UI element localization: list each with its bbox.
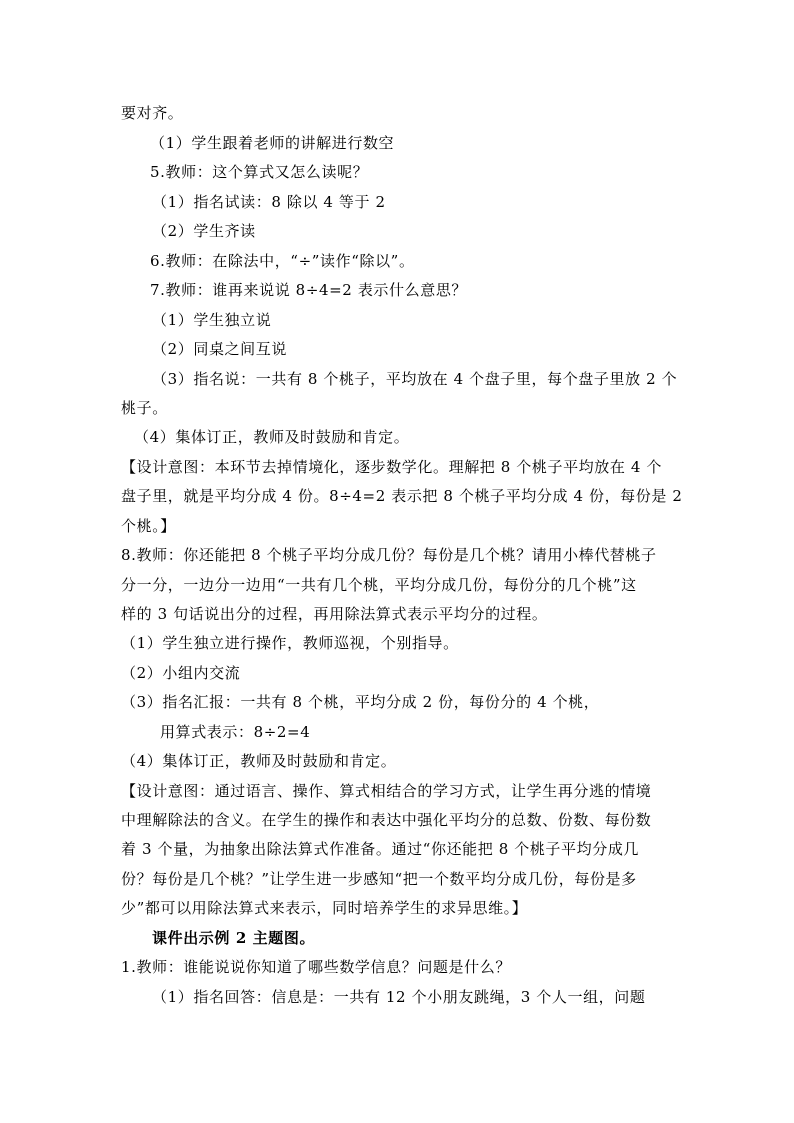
text-line: 1.教师：谁能说说你知道了哪些数学信息？问题是什么？	[121, 958, 511, 976]
text-line: 样的 3 句话说出分的过程，再用除法算式表示平均分的过程。	[121, 605, 548, 623]
section-heading: 课件出示例 2 主题图。	[152, 929, 316, 947]
text-line: 中理解除法的含义。在学生的操作和表达中强化平均分的总数、份数、每份数	[121, 811, 652, 829]
text-line: （1）指名试读：8 除以 4 等于 2	[152, 193, 386, 211]
text-line: 用算式表示：8÷2=4	[160, 723, 311, 741]
text-line: 8.教师：你还能把 8 个桃子平均分成几份？每份是几个桃？请用小棒代替桃子	[121, 546, 657, 564]
text-line: 【设计意图：通过语言、操作、算式相结合的学习方式，让学生再分逃的情境	[121, 782, 652, 800]
text-line: 要对齐。	[121, 104, 184, 122]
text-line: （1）学生跟着老师的讲解进行数空	[150, 134, 395, 152]
text-line: 【设计意图：本环节去掉情境化，逐步数学化。理解把 8 个桃子平均放在 4 个	[121, 458, 662, 476]
text-line: 7.教师：谁再来说说 8÷4=2 表示什么意思？	[150, 281, 468, 299]
text-line: 分一分，一边分一边用“一共有几个桃，平均分成几份，每份分的几个桃”这	[121, 576, 637, 594]
text-line: （1）指名回答：信息是：一共有 12 个小朋友跳绳，3 个人一组，问题	[152, 988, 646, 1006]
text-line: （2）学生齐读	[152, 222, 256, 240]
text-line: （2）小组内交流	[121, 664, 241, 682]
text-line: （1）学生独立进行操作，教师巡视，个别指导。	[121, 634, 459, 652]
text-line: 份？每份是几个桃？”让学生进一步感知“把一个数平均分成几份，每份是多	[121, 870, 637, 888]
text-line: （3）指名说：一共有 8 个桃子，平均放在 4 个盘子里，每个盘子里放 2 个	[152, 370, 678, 388]
text-line: （4）集体订正，教师及时鼓励和肯定。	[134, 428, 410, 446]
text-line: 6.教师：在除法中，“÷”读作“除以”。	[150, 252, 415, 270]
text-line: （2）同桌之间互说	[152, 340, 287, 358]
text-line: 5.教师：这个算式又怎么读呢？	[150, 163, 369, 181]
text-line: 着 3 个量，为抽象出除法算式作准备。通过“你还能把 8 个桃子平均分成几	[121, 840, 640, 858]
text-line: 个桃。】	[121, 517, 176, 535]
text-line: （3）指名汇报：一共有 8 个桃，平均分成 2 份，每份分的 4 个桃，	[121, 693, 600, 711]
text-line: 桃子。	[121, 399, 168, 417]
text-line: （1）学生独立说	[152, 311, 272, 329]
text-line: （4）集体订正，教师及时鼓励和肯定。	[121, 752, 397, 770]
text-line: 盘子里，就是平均分成 4 份。8÷4=2 表示把 8 个桃子平均分成 4 份，每份是 2	[121, 487, 683, 505]
text-line: 少”都可以用除法算式来表示，同时培养学生的求异思维。】	[121, 899, 528, 917]
